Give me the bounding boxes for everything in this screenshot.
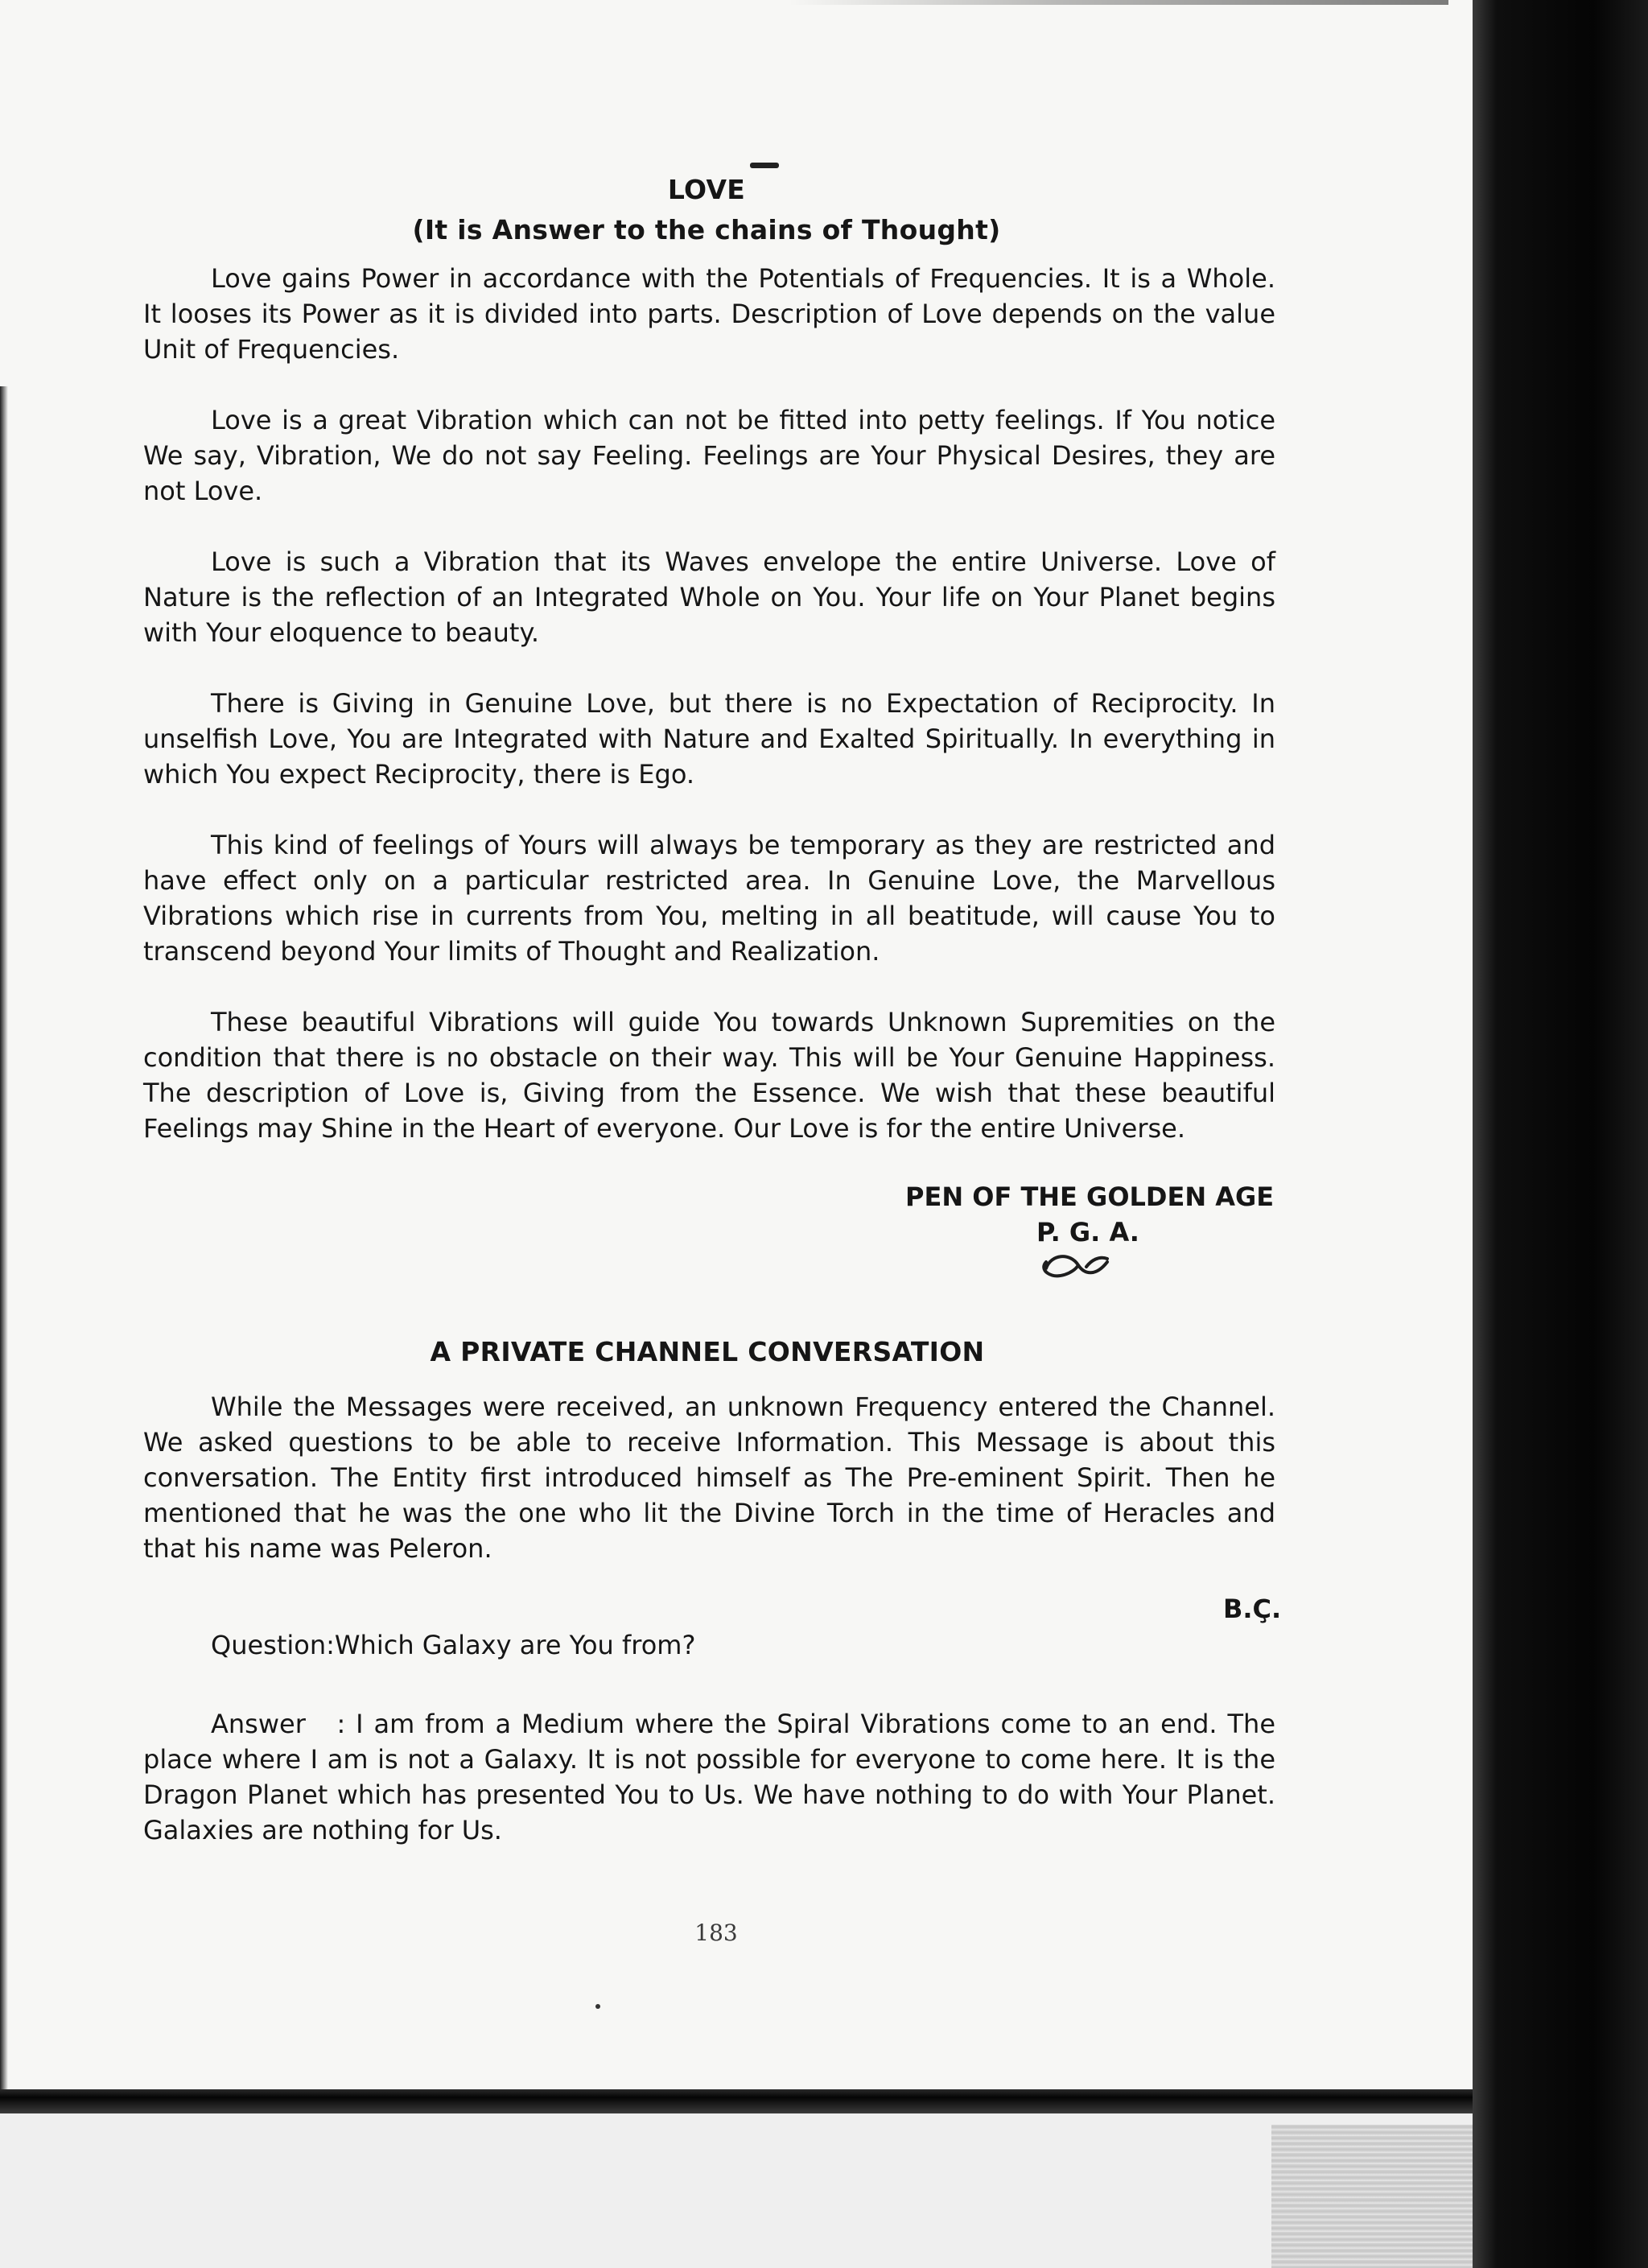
scan-margin-bottom (0, 2113, 1473, 2268)
love-paragraph-3: Love is such a Vibration that its Waves envelope the entire Universe. Love of Nature is the reflection of an Integrated Whole on You. Your life on Your Planet begins with Your eloquence to beauty. (143, 546, 1275, 648)
love-subtitle: (It is Answer to the chains of Thought) (412, 214, 1001, 245)
love-title: LOVE (667, 174, 746, 205)
love-paragraph-2: Love is a great Vibration which can not be fitted into petty feelings. If You notice We say, Vibration, We do not say Feeling. Feelings are Your Physical Desires, they are not Love. (143, 405, 1275, 506)
love-paragraph-1: Love gains Power in accordance with the Potentials of Frequencies. It is a Whole. It looses its Power as it is divided into parts. Description of Love depends on the value Unit of Frequencies. (143, 263, 1275, 365)
scan-edge-top (789, 0, 1448, 5)
love-paragraph-5: This kind of feelings of Yours will always be temporary as they are restricted and have effect only on a particular restricted area. In Genuine Love, the Marvellous Vibrations which rise in currents from You, melting in all beatitude, will cause You to transcend beyond Your limits of Thought and Realization. (143, 830, 1275, 967)
page-number: 183 (694, 1920, 738, 1946)
answer-text: Answer : I am from a Medium where the Spiral Vibrations come to an end. The place where I am is not a Galaxy. It is not possible for everyone to come here. It is the Dragon Planet which has presented You to Us. We have nothing to do with Your Planet. Galaxies are nothing for Us. (143, 1709, 1284, 1845)
ink-dash-mark (750, 163, 779, 168)
infinity-sign-icon (1038, 1238, 1112, 1286)
ink-speck (595, 2004, 600, 2009)
signature-initials: P. G. A. (1036, 1217, 1139, 1247)
question-text: Question:Which Galaxy are You from? (211, 1630, 696, 1660)
scan-shadow-right (1473, 0, 1648, 2268)
love-paragraph-4: There is Giving in Genuine Love, but there is no Expectation of Reciprocity. In unselfish Love, You are Integrated with Nature and Exalted Spiritually. In everything in which You expect Reciprocity, there is Ego. (143, 688, 1275, 790)
signature-name: PEN OF THE GOLDEN AGE (905, 1181, 1275, 1212)
section-initials: B.Ç. (1223, 1594, 1282, 1624)
love-paragraph-6: These beautiful Vibrations will guide You towards Unknown Supremities on the condition that there is no obstacle on their way. This will be Your Genuine Happiness. The description of Love is, Giving from the Essence. We wish that these beautiful Feelings may Shine in the Heart of everyone. Our Love is for the entire Universe. (143, 1007, 1275, 1144)
scan-edge-bottom (0, 2089, 1473, 2113)
scan-edge-left (0, 386, 8, 2093)
channel-intro: While the Messages were received, an unknown Frequency entered the Channel. We asked questions to be able to receive Information. This Message is about this conversation. The Entity first introduced himself as The Pre-eminent Spirit. Then he mentioned that he was the one who lit the Divine Torch in the time of Heracles and that his name was Peleron. (143, 1392, 1275, 1564)
scan-noise-bottom-right (1271, 2125, 1473, 2268)
channel-heading: A PRIVATE CHANNEL CONVERSATION (430, 1336, 985, 1367)
